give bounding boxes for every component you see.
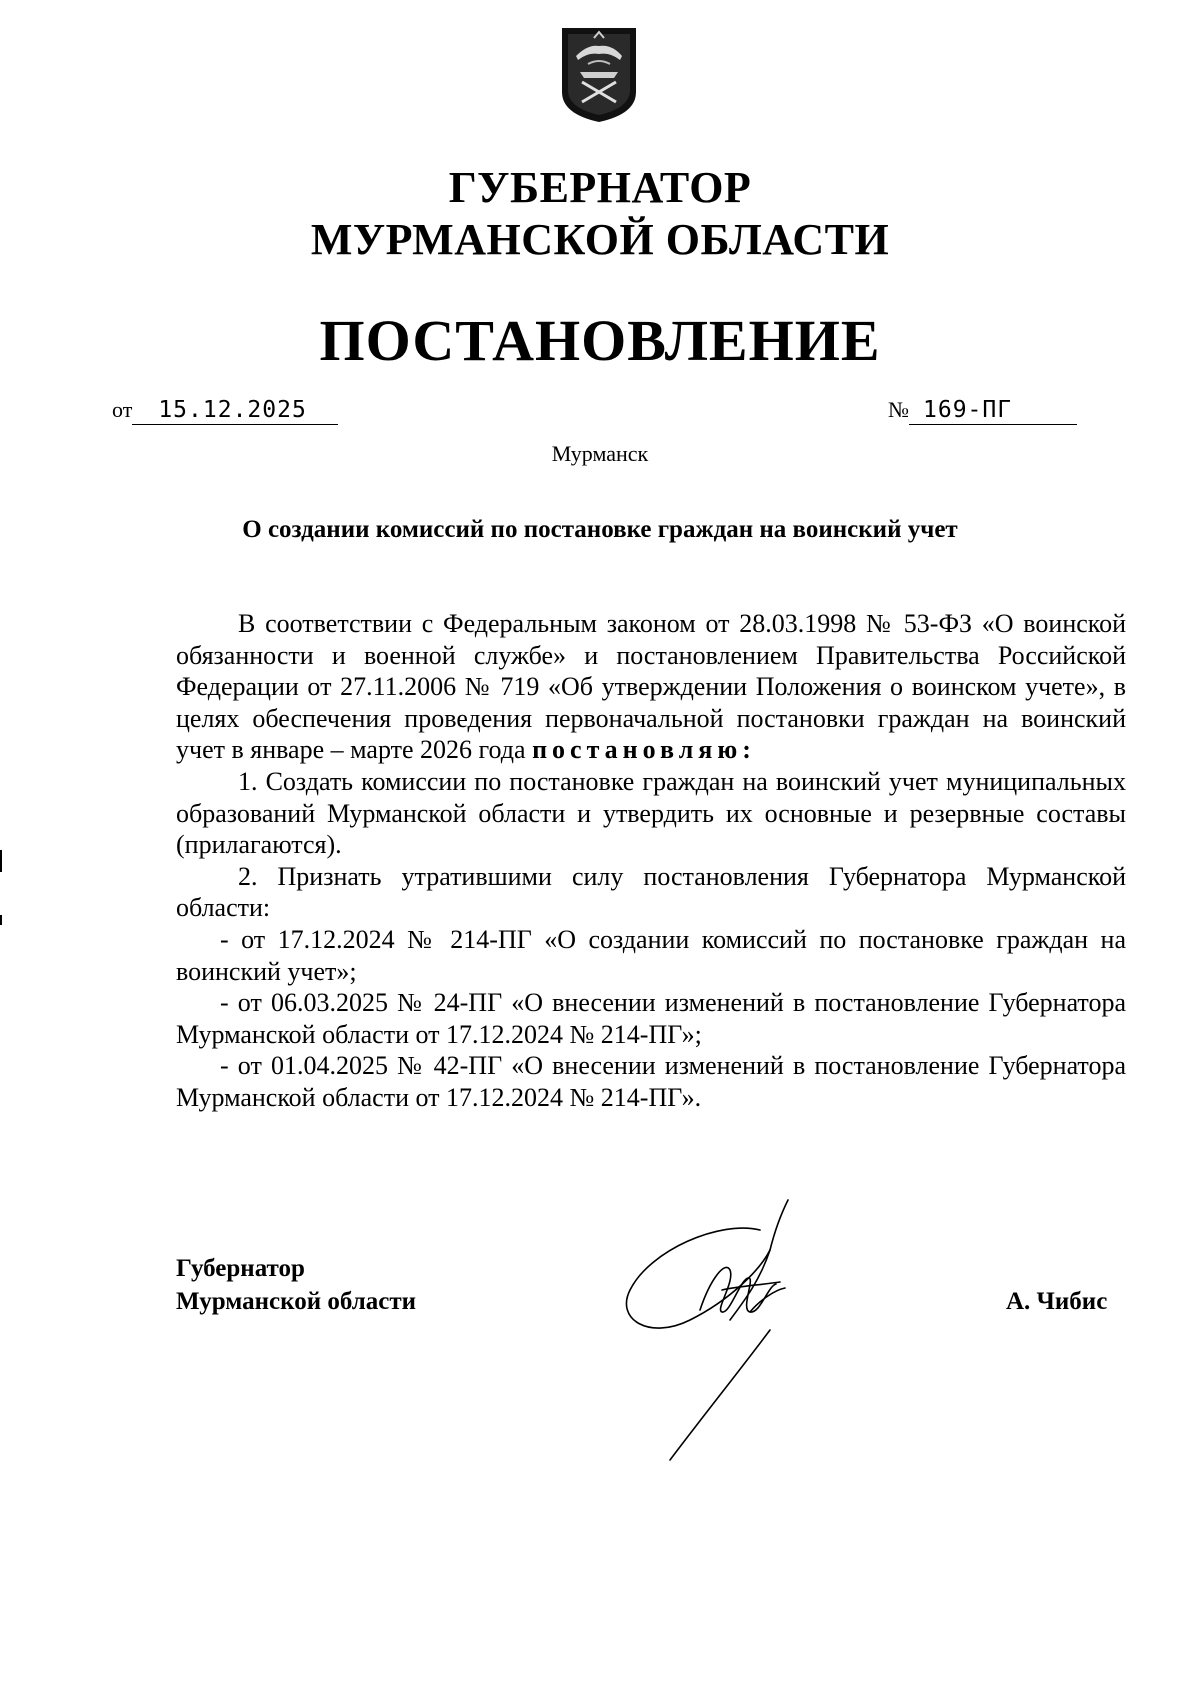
- document-type: ПОСТАНОВЛЕНИЕ: [319, 308, 881, 373]
- city-label: Мурманск: [551, 441, 649, 466]
- number-field: [888, 396, 1077, 425]
- date-prefix: от: [112, 397, 133, 422]
- scan-edge-mark: [0, 915, 2, 925]
- number-prefix: №: [888, 397, 909, 422]
- scan-edge-mark: [0, 850, 2, 872]
- number-value: 169-ПГ: [909, 396, 1077, 425]
- item-2: 2. Признать утратившими силу постановления Губернатора Мурманской области:: [176, 861, 1126, 923]
- preamble-paragraph: [176, 608, 1126, 766]
- signatory-position: [176, 1252, 416, 1318]
- coat-of-arms-icon: [558, 22, 640, 124]
- repealed-item-1: - от 17.12.2024 № 214-ПГ «О создании комиссий по постановке граждан на воинский учет»;: [176, 924, 1126, 986]
- document-body: [176, 608, 1126, 1114]
- repealed-item-3: - от 01.04.2025 № 42-ПГ «О внесении изменений в постановление Губернатора Мурманской области от 17.12.2024 № 214-ПГ».: [176, 1051, 1126, 1112]
- preamble-text: В соответствии с Федеральным законом от 28.03.1998 № 53-ФЗ «О воинской обязанности и военной службе» и постановлением Правительства Российской Федерации от 27.11.2006 № 719 «Об утверждении Положения о воинском учете», в целях обеспечения проведения первоначальной постановки граждан на воинский учет в январе – марте 2026 года: [176, 609, 1126, 765]
- repealed-item-2: - от 06.03.2025 № 24-ПГ «О внесении изменений в постановление Губернатора Мурманской области от 17.12.2024 № 214-ПГ»;: [176, 988, 1126, 1049]
- authority-line-1: ГУБЕРНАТОР: [448, 163, 752, 212]
- signatory-position-line-2: Мурманской области: [176, 1288, 417, 1315]
- date-field: [112, 396, 338, 425]
- authority-line-2: МУРМАНСКОЙ ОБЛАСТИ: [310, 215, 890, 264]
- signatory-name: А. Чибис: [1006, 1288, 1108, 1315]
- authority-heading: [0, 162, 1200, 266]
- handwritten-signature: [610, 1190, 870, 1470]
- signatory-position-line-1: Губернатор: [176, 1255, 305, 1282]
- decree-word: постановляю:: [532, 735, 756, 765]
- document-title: О создании комиссий по постановке граждан на воинский учет: [242, 516, 958, 543]
- item-1: 1. Создать комиссии по постановке граждан на воинский учет муниципальных образований Мурманской области и утвердить их основные и резервные составы (прилагаются).: [176, 766, 1126, 860]
- date-value: 15.12.2025: [132, 396, 338, 425]
